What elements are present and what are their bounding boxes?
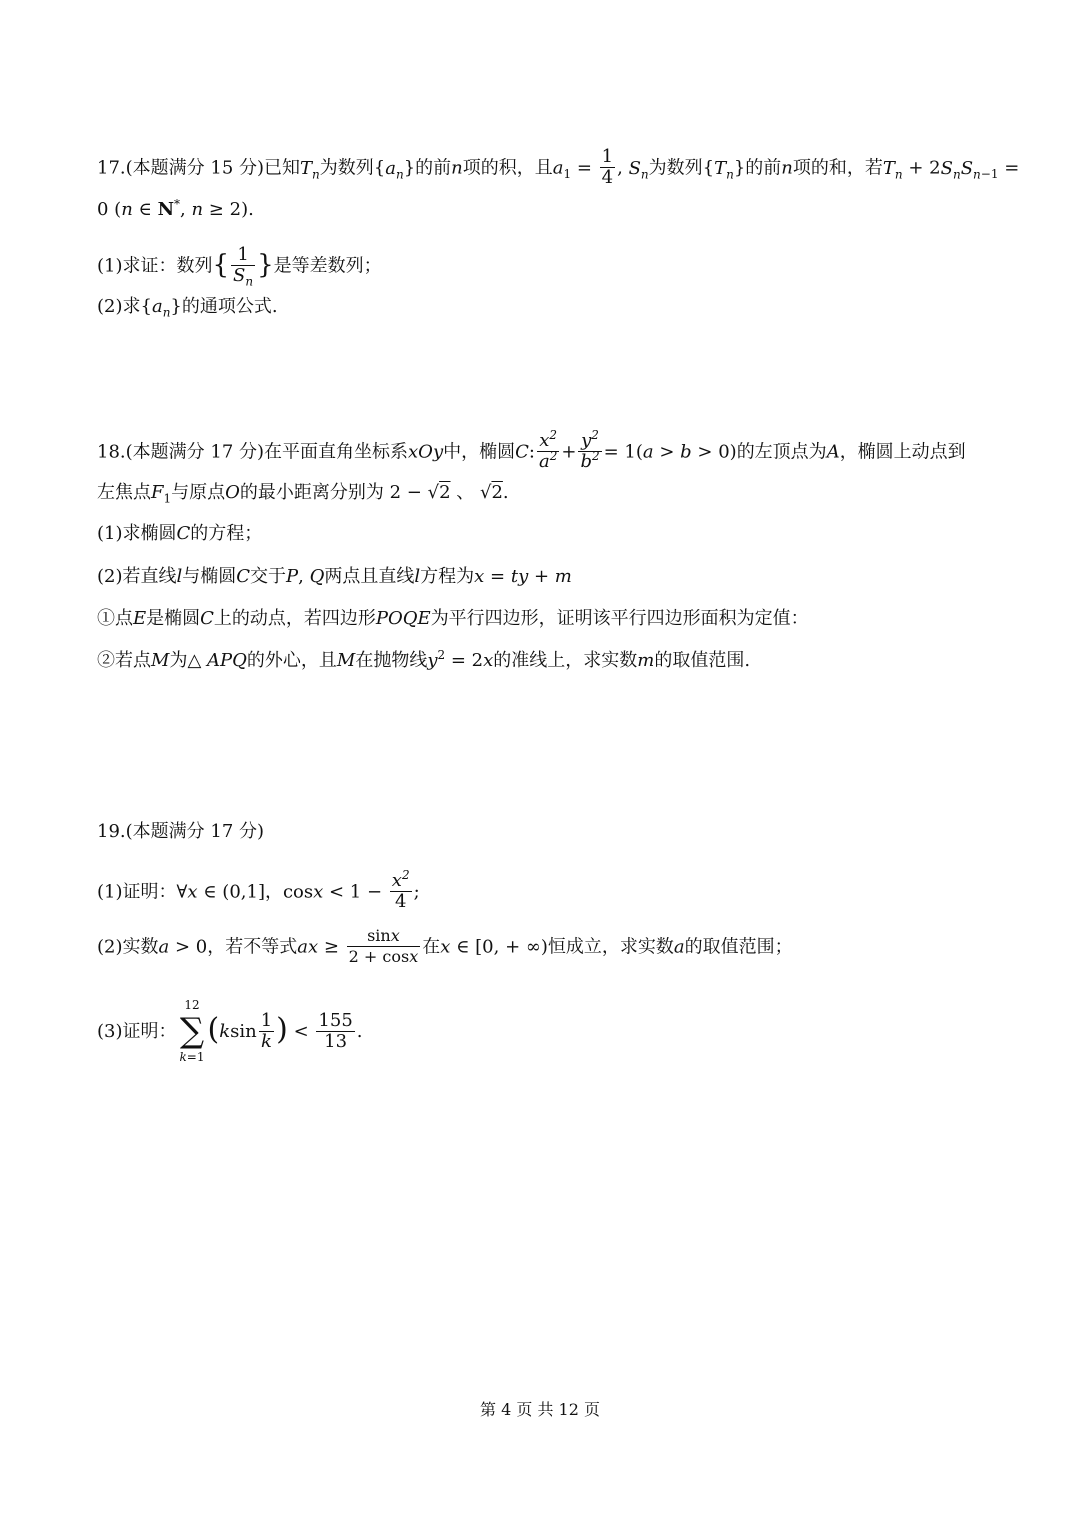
q19-part-1: (1)证明：∀x ∈ (0,1]，cosx < 1 − $\frac{x^2}{4}$ ; [97, 868, 420, 912]
q19-part-3: (3)证明： 12 ∑ k=1 (ksin $\frac{1}{k}$ ) < $\frac{155}{13}$ . [97, 998, 363, 1064]
fraction-x2-over-4: $\frac{x^2}{4}$ [391, 868, 410, 912]
fraction-155-over-13: $\frac{155}{13}$ [318, 1009, 353, 1052]
q18-sub-1: ①点E是椭圆C上的动点，若四边形POQE为平行四边形，证明该平行四边形面积为定值： [97, 608, 809, 629]
q19-part-2: (2)实数a > 0，若不等式ax ≥ $\frac{\sin x}{2 + \cos x}$ 在x ∈ [0, + ∞)恒成立，求实数a的取值范围； [97, 926, 793, 966]
fraction-y2-b2: $\frac{y^2}{b^2}$ [580, 428, 600, 472]
q18-sub-2: ②若点M为△ APQ的外心，且M在抛物线$y^2 = 2x$的准线上，求实数m的取值范围. [97, 648, 751, 671]
q17-part-1: (1)求证：数列{ $\frac{1}{S_n}$ }是等差数列； [97, 244, 382, 289]
q18-part-1: (1)求椭圆C的方程； [97, 523, 263, 544]
summation-sign: 12 ∑ k=1 [179, 998, 205, 1064]
q17-part-2: (2)求$\{a_n\}$的通项公式. [97, 296, 278, 320]
q18-header: 18.(本题满分 17 分) [97, 441, 265, 463]
q18-line-1: 18.(本题满分 17 分)在平面直角坐标系xOy中，椭圆C: $\frac{x^2}{a^2}$ + $\frac{y^2}{b^2}$ = 1(a > b > 0)的左顶点为A，椭圆上动点到 [97, 428, 966, 472]
q17-line-2: 0 (n ∈ N*, n ≥ 2). [97, 197, 254, 220]
fraction-one-over-k: $\frac{1}{k}$ [260, 1009, 273, 1052]
q17-line-1: 17.(本题满分 15 分)已知$T_n$为数列$\{a_n\}$的前n项的积，且$a_1$ = $\frac{1}{4}$ , $S_n$为数列$\{T_n\}$的前n项的和，若$T_n + 2S_nS_{n-1}$ = [97, 146, 1020, 188]
fraction-x2-a2: $\frac{x^2}{a^2}$ [538, 428, 558, 472]
fraction-sinx-over-2-plus-cosx: $\frac{\sin x}{2 + \cos x}$ [348, 926, 419, 966]
q18-line-2: 左焦点$F_1$与原点O的最小距离分别为 2 − √2 、 √2. [97, 482, 509, 506]
q17-header: 17.(本题满分 15 分) [97, 157, 265, 179]
page-footer: 第 4 页 共 12 页 [480, 1400, 600, 1419]
q18-part-2: (2)若直线l与椭圆C交于P, Q两点且直线l方程为x = ty + m [97, 566, 572, 587]
fraction-one-quarter: $\frac{1}{4}$ [601, 146, 614, 188]
fraction-one-over-sn: $\frac{1}{S_n}$ [233, 244, 254, 289]
q19-header: 19.(本题满分 17 分) [97, 821, 265, 842]
